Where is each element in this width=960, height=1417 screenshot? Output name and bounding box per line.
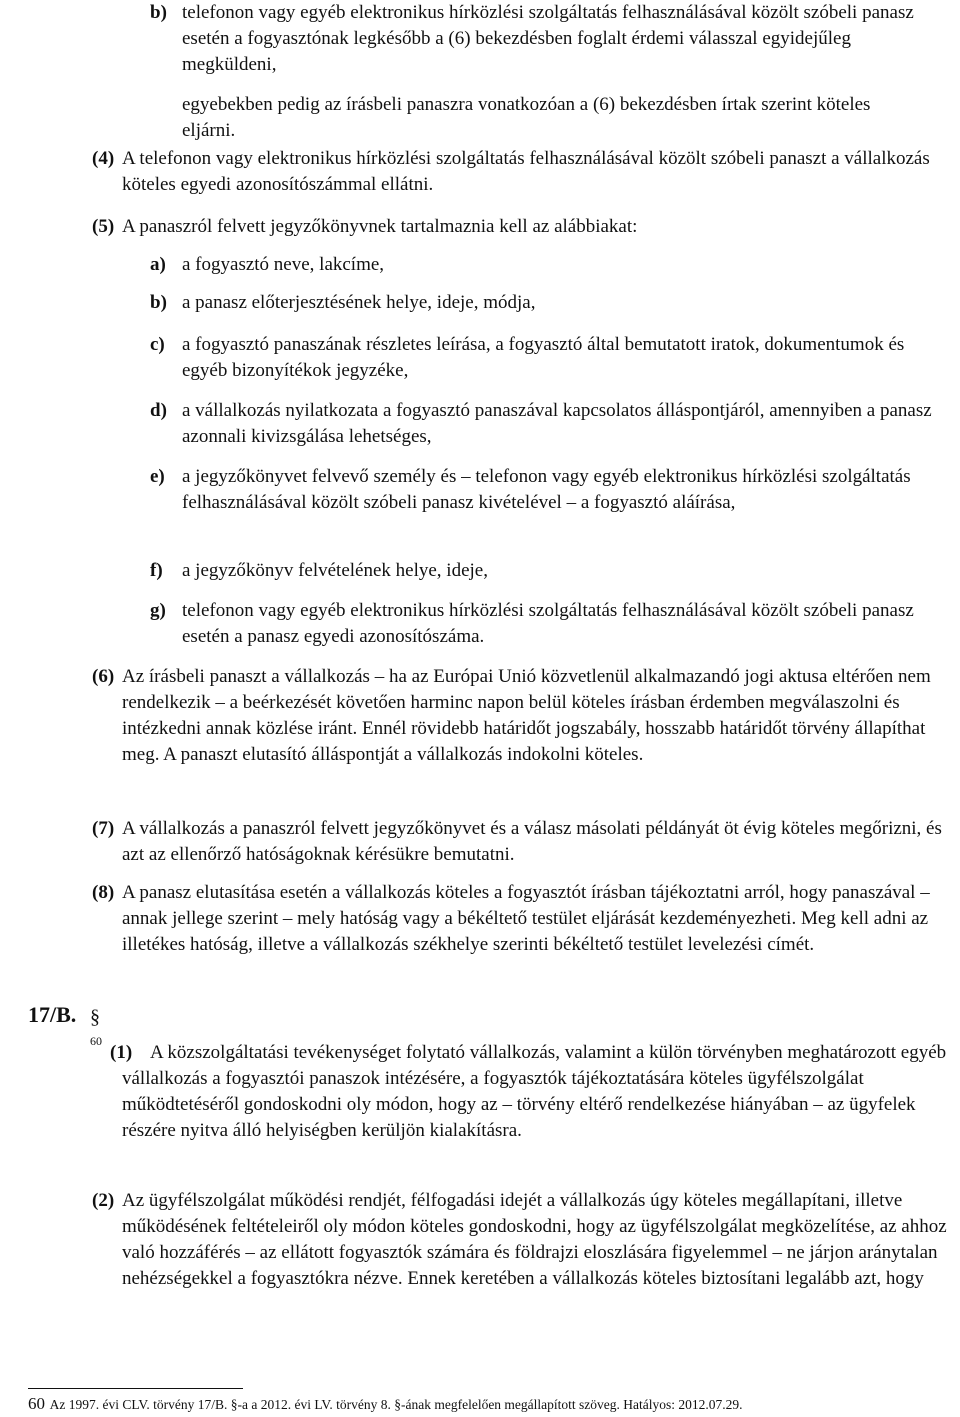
paragraph-number: (2)	[92, 1190, 115, 1211]
list-item	[150, 252, 942, 278]
item-text: a panasz előterjesztésének helye, ideje, módja,	[182, 292, 536, 313]
otherwise-line: egyebekben pedig az írásbeli panaszra vonatkozóan a (6) bekezdésben írtak szerint köteles eljárni.	[182, 94, 871, 141]
item-text: a fogyasztó neve, lakcíme,	[182, 254, 385, 275]
section-number: 17/B.	[28, 1002, 77, 1027]
paragraph-6	[92, 664, 952, 768]
paragraph-number: (6)	[92, 666, 115, 687]
paragraph-4	[92, 146, 942, 198]
item-text: telefonon vagy egyéb elektronikus hírközlési szolgáltatás felhasználásával közölt szóbeli panasz esetén a panasz egyedi azonosítószáma.	[182, 600, 914, 647]
paragraph-text: A közszolgáltatási tevékenységet folytató vállalkozás, valamint a külön törvényben meghatározott egyéb vállalkozás a fogyasztói panaszok intézésére, a fogyasztók tájékoztatására köteles ügyfélszolgálat működtetéséről gondoskodni oly módon, hogy az – törvény eltérő rendelkezése hiányában – az ügyfelek részére nyitva álló helyiségben kerüljön kialakításra.	[122, 1042, 947, 1141]
item-label: e)	[150, 466, 165, 487]
section-mark: §	[90, 1006, 100, 1028]
list-item-b-top	[150, 0, 950, 78]
paragraph-text: Az ügyfélszolgálat működési rendjét, félfogadási idejét a vállalkozás úgy köteles megállapítani, illetve működésének feltételeiről oly módon köteles gondoskodni, hogy az ügyfélszolgálat megközelítése, az ahhoz való hozzáférés – az ellátott fogyasztók számára és földrajzi eloszlására figyelemmel – ne járjon aránytalan nehézségekkel a fogyasztókra nézve. Ennek keretében a vállalkozás köteles biztosítani legalább azt, hogy	[122, 1190, 947, 1289]
footnote	[28, 1395, 743, 1414]
paragraph-text: A panaszról felvett jegyzőkönyvnek tartalmaznia kell az alábbiakat:	[122, 216, 638, 237]
paragraph-text: A vállalkozás a panaszról felvett jegyzőkönyvet és a válasz másolati példányát öt évig köteles megőrizni, és azt az ellenőrző hatóságoknak kérésükre bemutatni.	[122, 818, 942, 865]
item-label: g)	[150, 600, 166, 621]
paragraph-7	[92, 816, 952, 868]
item-label: a)	[150, 254, 166, 275]
section-paragraph-1	[110, 1040, 952, 1144]
list-item	[150, 290, 942, 316]
item-label: b)	[150, 292, 167, 313]
footnote-reference: 60	[90, 1034, 102, 1048]
paragraph-text: A telefonon vagy elektronikus hírközlési szolgáltatás felhasználásával közölt szóbeli panaszt a vállalkozás köteles egyedi azonosítószámmal ellátni.	[122, 148, 930, 195]
item-label: f)	[150, 560, 163, 581]
item-text: a vállalkozás nyilatkozata a fogyasztó panaszával kapcsolatos álláspontjáról, amennyiben a panasz azonnali kivizsgálása lehetséges,	[182, 400, 932, 447]
paragraph-5	[92, 214, 942, 240]
list-item	[150, 464, 912, 516]
item-text: telefonon vagy egyéb elektronikus hírközlési szolgáltatás felhasználásával közölt szóbeli panasz esetén a fogyasztónak legkésőbb a (6) bekezdésben foglalt érdemi válasszal egyidejűleg megküldeni,	[182, 2, 914, 75]
paragraph-number: (8)	[92, 882, 115, 903]
item-label: c)	[150, 334, 165, 355]
footnote-number: 60	[28, 1394, 45, 1413]
paragraph-number: (1)	[110, 1042, 133, 1063]
list-item	[150, 558, 942, 584]
paragraph-8	[92, 880, 952, 958]
paragraph-text: Az írásbeli panaszt a vállalkozás – ha az Európai Unió közvetlenül alkalmazandó jogi aktusa eltérően nem rendelkezik – a beérkezését követően harminc napon belül köteles írásban érdemben megválaszolni és intézkedni annak közlése iránt. Ennél rövidebb határidőt jogszabály, hosszabb határidőt törvény állapíthat meg. A panaszt elutasító álláspontját a vállalkozás indokolni köteles.	[122, 666, 931, 765]
list-item	[150, 398, 942, 450]
footnote-text: Az 1997. évi CLV. törvény 17/B. §-a a 2012. évi LV. törvény 8. §-ának megfelelően megállapított szöveg. Hatályos: 2012.07.29.	[49, 1397, 743, 1412]
list-item	[150, 598, 952, 650]
item-label: b)	[150, 2, 167, 23]
paragraph-number: (5)	[92, 216, 115, 237]
paragraph-number: (4)	[92, 148, 115, 169]
paragraph-number: (7)	[92, 818, 115, 839]
item-text: a jegyzőkönyv felvételének helye, ideje,	[182, 560, 488, 581]
paragraph-text: A panasz elutasítása esetén a vállalkozás köteles a fogyasztót írásban tájékoztatni arról, hogy panaszával – annak jellege szerint – mely hatóság vagy a békéltető testület eljárását kezdeményezheti. Meg kell adni az illetékes hatóság, illetve a vállalkozás székhelye szerinti békéltető testület levelezési címét.	[122, 882, 930, 955]
item-text: a jegyzőkönyvet felvevő személy és – telefonon vagy egyéb elektronikus hírközlési szolgáltatás felhasználásával közölt szóbeli panasz kivételével – a fogyasztó aláírása,	[182, 466, 911, 513]
list-item	[150, 332, 942, 384]
section-paragraph-2	[92, 1188, 952, 1292]
item-label: d)	[150, 400, 167, 421]
item-text: a fogyasztó panaszának részletes leírása, a fogyasztó által bemutatott iratok, dokumentumok és egyéb bizonyítékok jegyzéke,	[182, 334, 905, 381]
footnote-divider	[28, 1388, 243, 1389]
